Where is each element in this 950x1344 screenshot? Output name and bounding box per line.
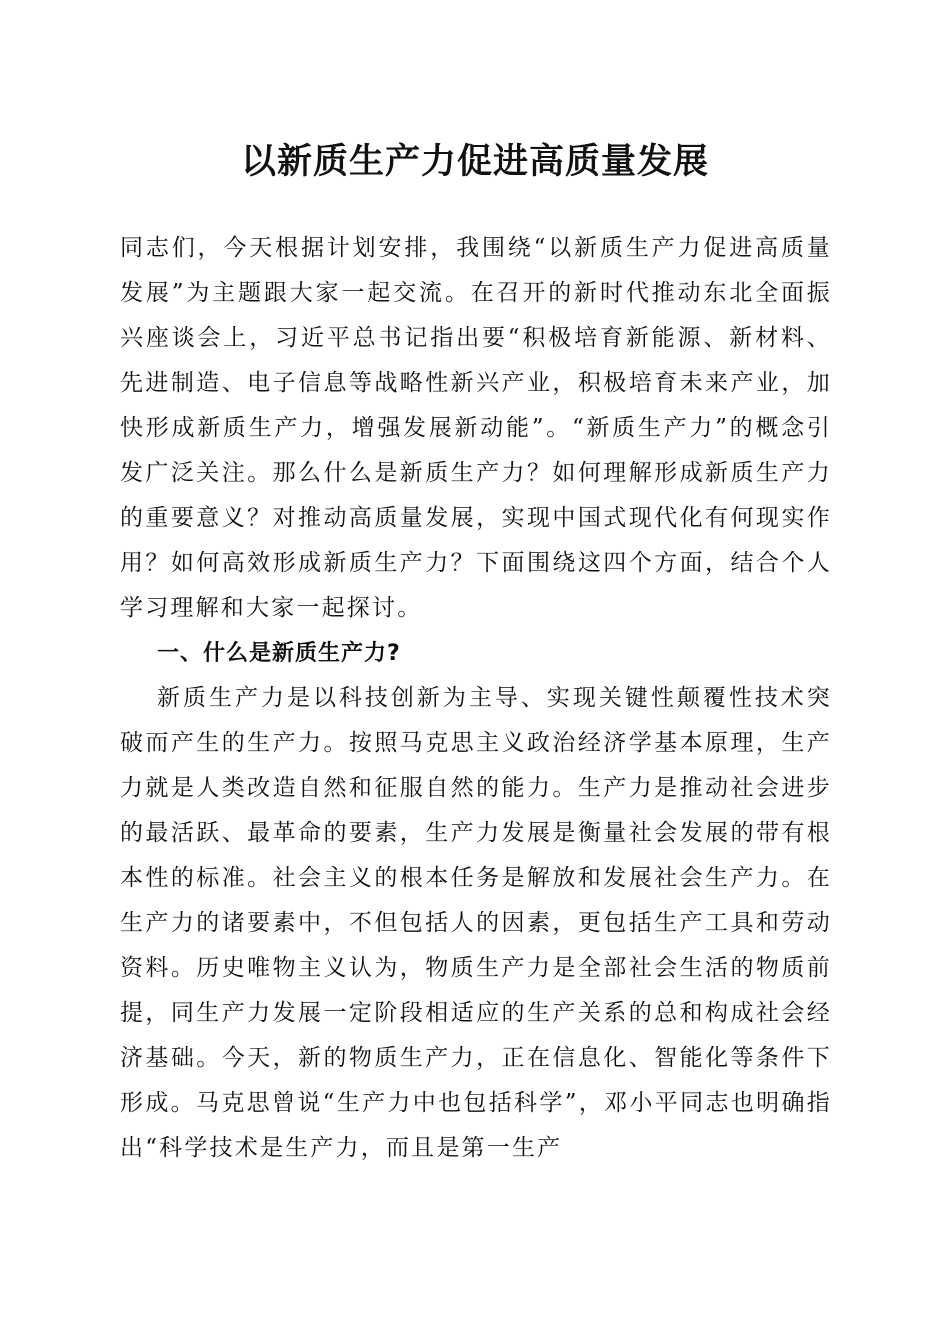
document-body	[120, 226, 832, 1171]
document-title: 以新质生产力促进高质量发展	[240, 141, 709, 182]
section-paragraph: 新质生产力是以科技创新为主导、实现关键性颠覆性技术突破而产生的生产力。按照马克思主义政治经济学基本原理，生产力就是人类改造自然和征服自然的能力。生产力是推动社会进步的最活跃、最革命的要素，生产力发展是衡量社会发展的带有根本性的标准。社会主义的根本任务是解放和发展社会生产力。在生产力的诸要素中，不但包括人的因素，更包括生产工具和劳动资料。历史唯物主义认为，物质生产力是全部社会生活的物质前提，同生产力发展一定阶段相适应的生产关系的总和构成社会经济基础。今天，新的物质生产力，正在信息化、智能化等条件下形成。马克思曾说“生产力中也包括科学”，邓小平同志也明确指出“科学技术是生产力，而且是第一生产	[120, 685, 832, 1161]
intro-paragraph: 同志们，今天根据计划安排，我围绕“以新质生产力促进高质量发展”为主题跟大家一起交流。在召开的新时代推动东北全面振兴座谈会上，习近平总书记指出要“积极培育新能源、新材料、先进制造、电子信息等战略性新兴产业，积极培育未来产业，加快形成新质生产力，增强发展新动能”。“新质生产力”的概念引发广泛关注。那么什么是新质生产力？如何理解形成新质生产力的重要意义？对推动高质量发展，实现中国式现代化有何现实作用？如何高效形成新质生产力？下面围绕这四个方面，结合个人学习理解和大家一起探讨。	[120, 235, 832, 621]
section-heading: 一、什么是新质生产力?	[157, 641, 401, 666]
